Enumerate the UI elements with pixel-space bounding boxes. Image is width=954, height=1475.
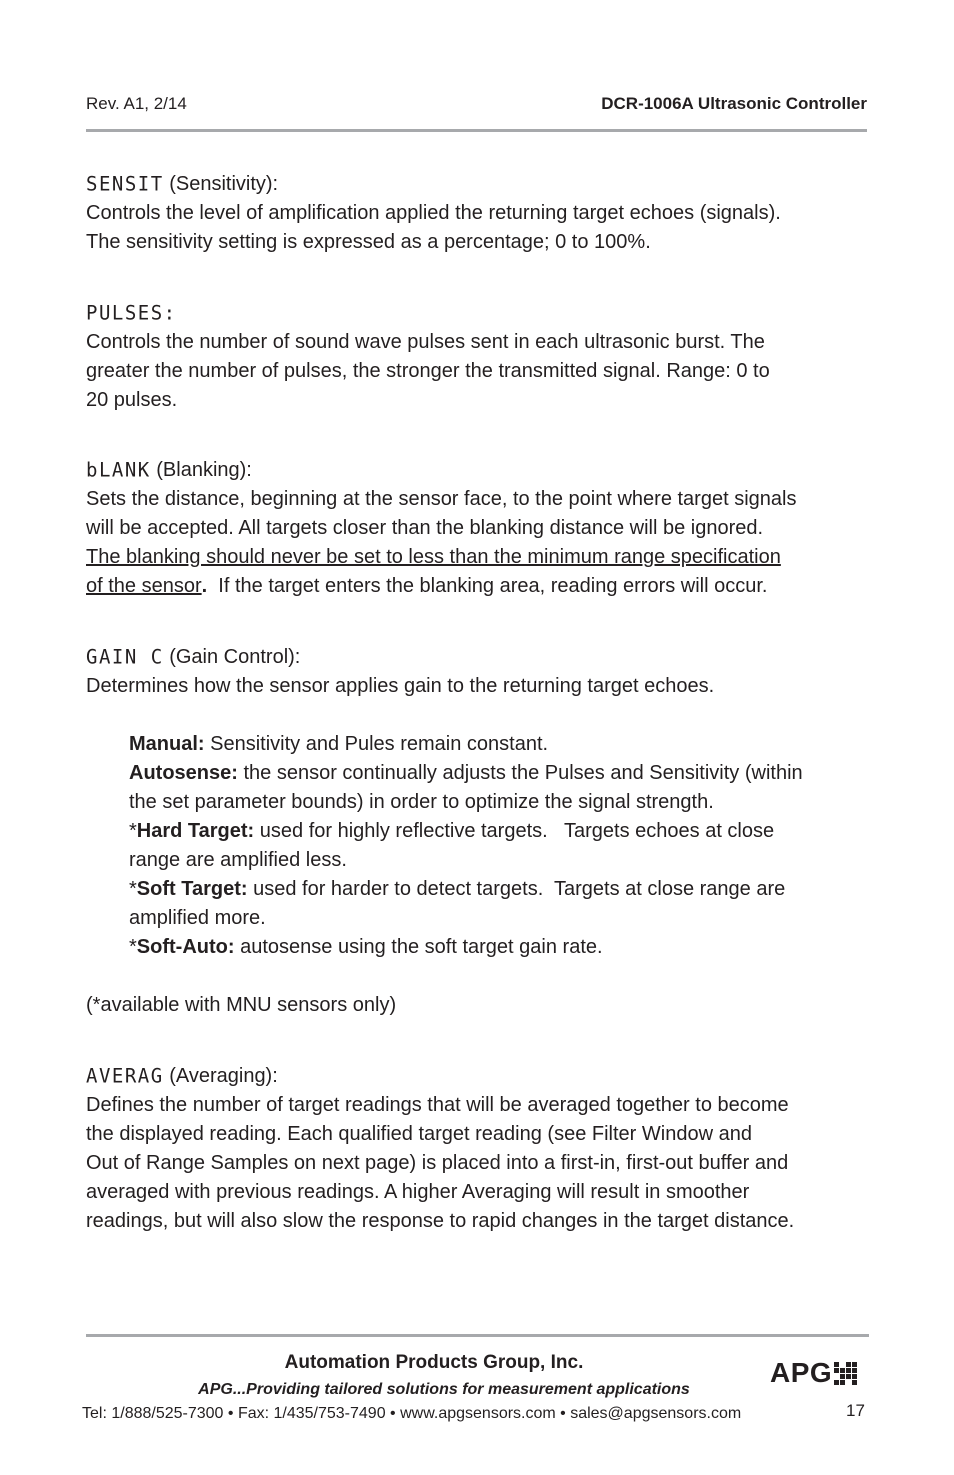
page-number: 17 xyxy=(846,1401,865,1420)
footer-tagline: APG...Providing tailored solutions for measurement applications xyxy=(198,1381,690,1398)
averag-code: AVERAG xyxy=(86,1064,164,1088)
blank-warning-2: of the sensor xyxy=(86,575,202,597)
gain-options-list xyxy=(129,730,876,962)
sensit-label: (Sensitivity): xyxy=(169,173,279,195)
blank-period: . xyxy=(201,575,208,597)
averag-line-1: Defines the number of target readings that will be averaged together to become xyxy=(86,1094,789,1116)
pulses-code: PULSES: xyxy=(86,301,177,325)
pulses-line-1: Controls the number of sound wave pulses sent in each ultrasonic burst. The xyxy=(86,331,765,353)
blank-line-2: will be accepted. All targets closer than the blanking distance will be ignored. xyxy=(86,517,764,539)
sensit-heading xyxy=(86,170,876,199)
gain-option-soft-auto: *Soft-Auto: autosense using the soft target gain rate. xyxy=(129,936,603,958)
blank-warning-1: The blanking should never be set to less than the minimum range specification xyxy=(86,546,781,568)
gain-term-soft-auto: Soft-Auto: xyxy=(136,936,235,958)
footer-contact: Tel: 1/888/525-7300 • Fax: 1/435/753-7490 • www.apgsensors.com • sales@apgsensors.com xyxy=(82,1405,742,1422)
blank-code: bLANK xyxy=(86,458,151,482)
gain-option-hard-target-cont: range are amplified less. xyxy=(129,849,347,871)
blank-label: (Blanking): xyxy=(156,459,252,481)
gain-label: (Gain Control): xyxy=(169,646,301,668)
averag-line-2: the displayed reading. Each qualified target reading (see Filter Window and xyxy=(86,1123,752,1145)
gain-option-autosense: Autosense: the sensor continually adjusts the Pulses and Sensitivity (within xyxy=(129,762,803,784)
footer-company: Automation Products Group, Inc. xyxy=(284,1352,584,1373)
blank-tail: If the target enters the blanking area, reading errors will occur. xyxy=(207,575,768,597)
gain-intro: Determines how the sensor applies gain to the returning target echoes. xyxy=(86,675,715,697)
gain-term-hard-target: Hard Target: xyxy=(136,820,255,842)
blank-line-1: Sets the distance, beginning at the sensor face, to the point where target signals xyxy=(86,488,797,510)
averag-line-4: averaged with previous readings. A higher Averaging will result in smoother xyxy=(86,1181,750,1203)
gain-heading xyxy=(86,643,876,672)
averag-heading xyxy=(86,1062,876,1091)
pulses-line-3: 20 pulses. xyxy=(86,389,178,411)
gain-term-manual: Manual: xyxy=(129,733,205,755)
page-content xyxy=(86,170,876,1236)
header-divider xyxy=(86,129,867,132)
logo-grid-icon xyxy=(834,1362,857,1385)
gain-option-manual: Manual: Sensitivity and Pules remain constant. xyxy=(129,733,549,755)
gain-option-soft-target: *Soft Target: used for harder to detect targets. Targets at close range are xyxy=(129,878,786,900)
gain-term-soft-target: Soft Target: xyxy=(136,878,248,900)
blank-line-4 xyxy=(86,572,876,601)
gain-option-autosense-cont: the set parameter bounds) in order to optimize the signal strength. xyxy=(129,791,714,813)
blank-line-3 xyxy=(86,543,876,572)
header-title: DCR-1006A Ultrasonic Controller xyxy=(601,94,867,113)
pulses-heading xyxy=(86,299,876,328)
gain-term-autosense: Autosense: xyxy=(129,762,238,784)
logo-text: APG xyxy=(770,1357,833,1388)
averag-line-5: readings, but will also slow the response to rapid changes in the target distance. xyxy=(86,1210,795,1232)
averag-label: (Averaging): xyxy=(169,1065,278,1087)
apg-logo xyxy=(770,1357,857,1389)
sensit-code: SENSIT xyxy=(86,172,164,196)
averag-line-3: Out of Range Samples on next page) is placed into a first-in, first-out buffer and xyxy=(86,1152,789,1174)
pulses-line-2: greater the number of pulses, the stronger the transmitted signal. Range: 0 to xyxy=(86,360,770,382)
gain-code: GAIN C xyxy=(86,645,164,669)
gain-option-hard-target: *Hard Target: used for highly reflective targets. Targets echoes at close xyxy=(129,820,775,842)
footer-divider xyxy=(86,1334,869,1337)
sensit-line-1: Controls the level of amplification applied the returning target echoes (signals). xyxy=(86,202,781,224)
blank-heading xyxy=(86,456,876,485)
sensit-line-2: The sensitivity setting is expressed as a percentage; 0 to 100%. xyxy=(86,231,651,253)
gain-option-soft-target-cont: amplified more. xyxy=(129,907,266,929)
gain-note: (*available with MNU sensors only) xyxy=(86,994,397,1016)
header-revision: Rev. A1, 2/14 xyxy=(86,94,187,113)
